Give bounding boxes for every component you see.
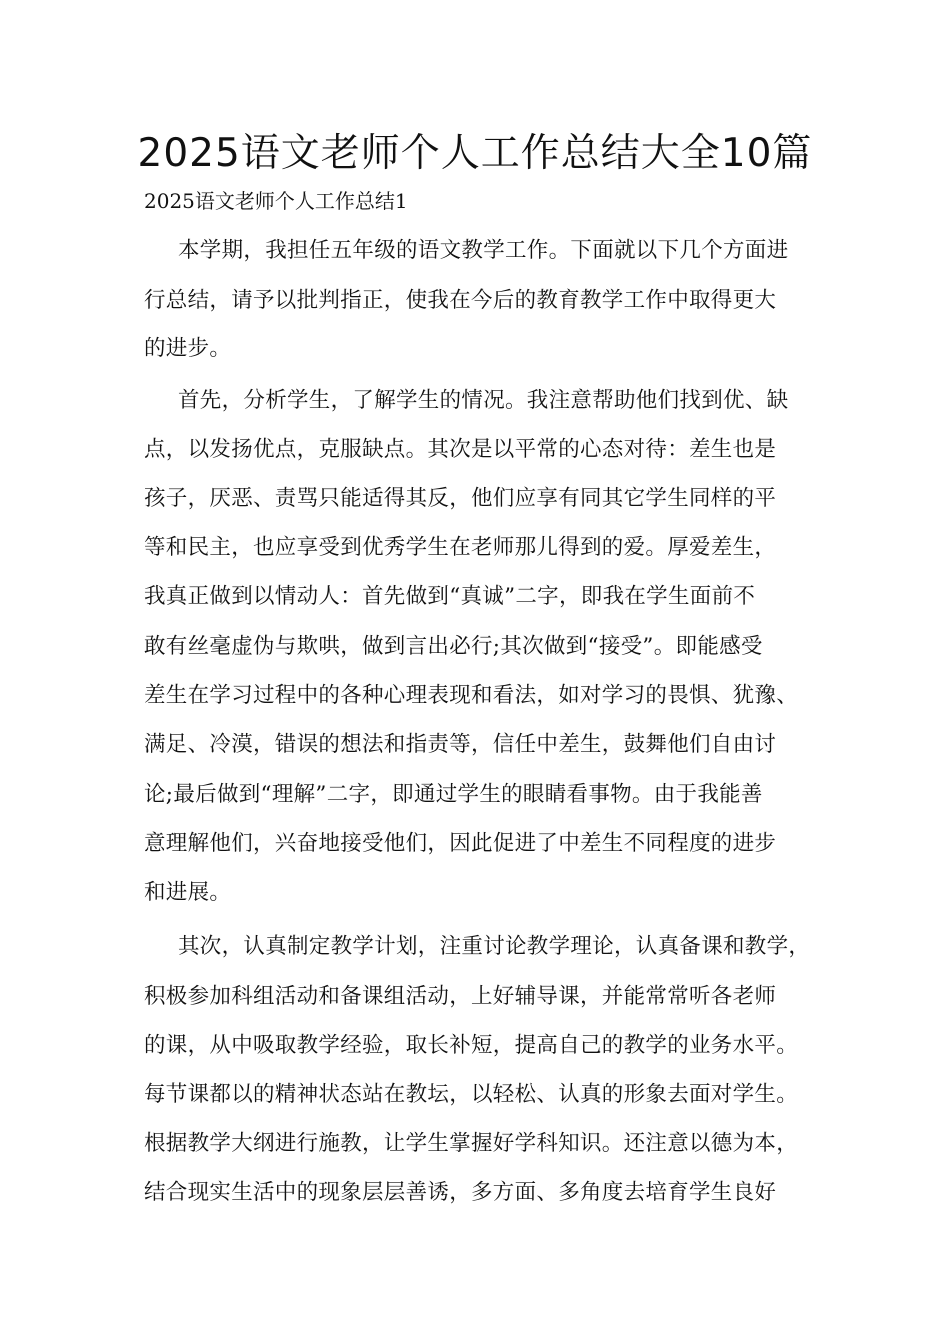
paragraph-line: 本学期，我担任五年级的语文教学工作。下面就以下几个方面进 (178, 238, 789, 263)
paragraph-line: 差生在学习过程中的各种心理表现和看法，如对学习的畏惧、犹豫、 (144, 683, 799, 708)
paragraph-line: 其次，认真制定教学计划，注重讨论教学理论，认真备课和教学， (178, 934, 811, 959)
paragraph-line: 敢有丝毫虚伪与欺哄，做到言出必行;其次做到“接受”。即能感受 (144, 634, 763, 659)
paragraph-line: 根据教学大纲进行施教，让学生掌握好学科知识。还注意以德为本， (144, 1131, 799, 1156)
paragraph-line: 积极参加科组活动和备课组活动，上好辅导课，并能常常听各老师 (144, 984, 777, 1009)
paragraph-line: 我真正做到以情动人：首先做到“真诚”二字，即我在学生面前不 (144, 584, 756, 609)
paragraph-line: 意理解他们，兴奋地接受他们，因此促进了中差生不同程度的进步 (144, 831, 777, 856)
paragraph-line: 满足、冷漠，错误的想法和指责等，信任中差生，鼓舞他们自由讨 (144, 732, 777, 757)
paragraph-line: 点，以发扬优点，克服缺点。其次是以平常的心态对待：差生也是 (144, 437, 777, 462)
paragraph-line: 孩子，厌恶、责骂只能适得其反，他们应享有同其它学生同样的平 (144, 486, 777, 511)
paragraph-line: 每节课都以的精神状态站在教坛，以轻松、认真的形象去面对学生。 (144, 1082, 799, 1107)
document-title: 2025语文老师个人工作总结大全10篇 (137, 131, 813, 176)
paragraph-line: 首先，分析学生，了解学生的情况。我注意帮助他们找到优、缺 (178, 388, 789, 413)
paragraph-line: 的进步。 (144, 336, 232, 361)
paragraph-line: 和进展。 (144, 880, 232, 905)
paragraph-line: 等和民主，也应享受到优秀学生在老师那儿得到的爱。厚爱差生， (144, 535, 777, 560)
paragraph-line: 结合现实生活中的现象层层善诱，多方面、多角度去培育学生良好 (144, 1180, 777, 1205)
section-heading: 2025语文老师个人工作总结1 (144, 189, 408, 213)
paragraph-line: 的课，从中吸取教学经验，取长补短，提高自己的教学的业务水平。 (144, 1033, 799, 1058)
paragraph-line: 论;最后做到“理解”二字，即通过学生的眼睛看事物。由于我能善 (144, 782, 763, 807)
paragraph-line: 行总结，请予以批判指正，使我在今后的教育教学工作中取得更大 (144, 288, 777, 313)
